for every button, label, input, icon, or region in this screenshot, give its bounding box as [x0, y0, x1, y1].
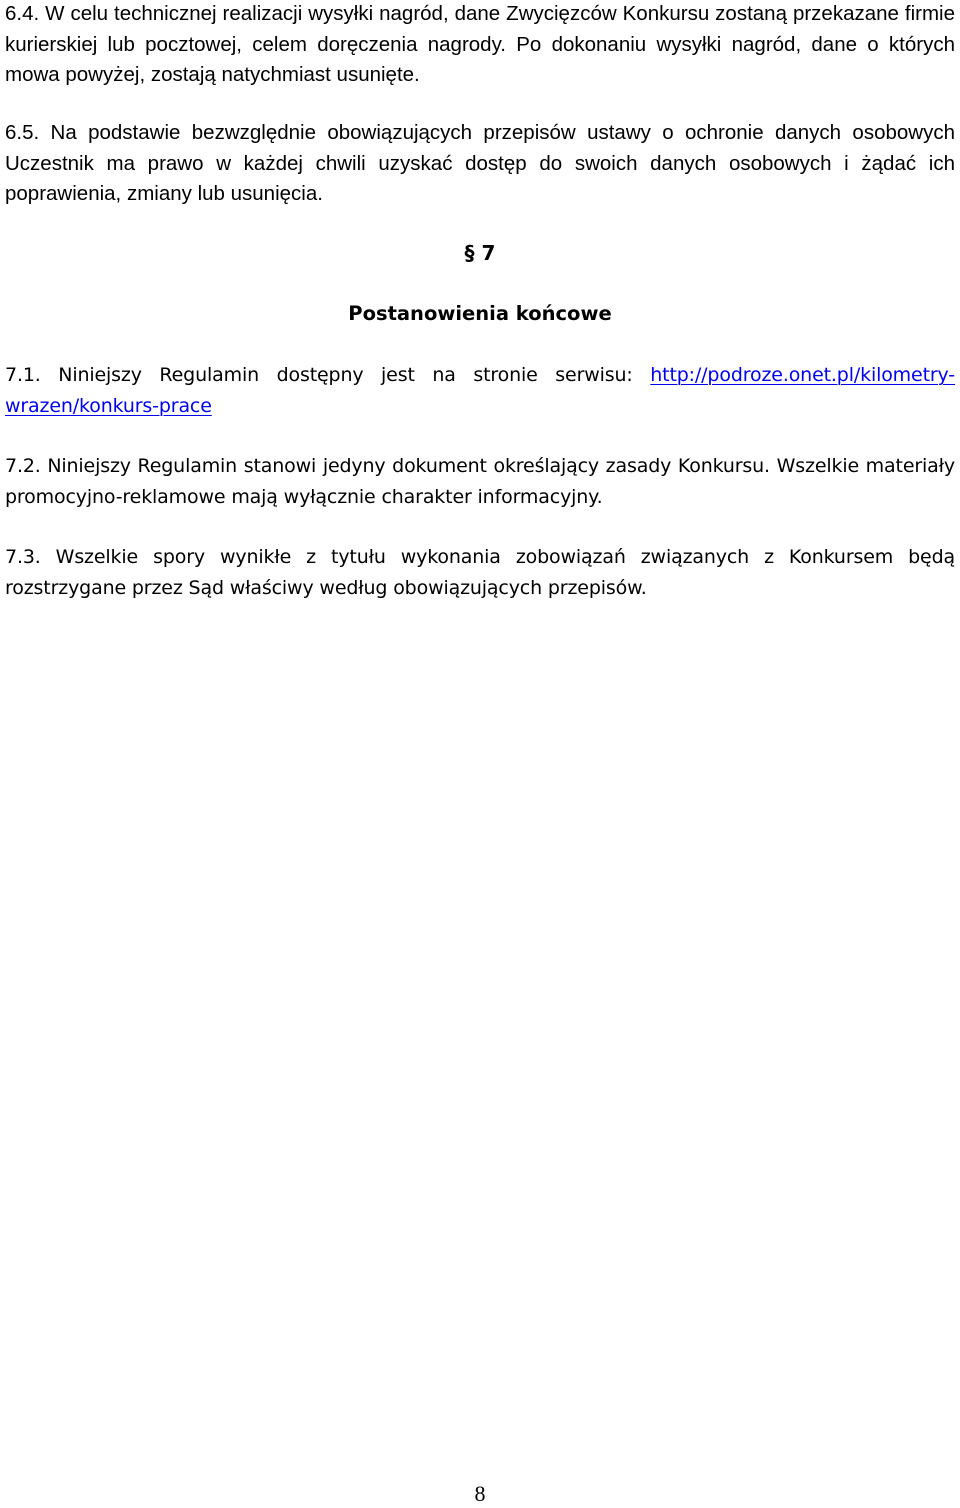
regulamin-link[interactable]: http://podroze.onet.pl/kilometry-wrazen/konkurs-prace [5, 364, 955, 417]
paragraph-7-2: 7.2. Niniejszy Regulamin stanowi jedyny dokument określający zasady Konkursu. Wszelkie materiały promocyjno-reklamowe mają wyłącznie charakter informacyjny. [5, 455, 955, 508]
page-number: 8 [474, 1481, 486, 1506]
paragraph-7-1 [5, 360, 955, 421]
section-title: Postanowienia końcowe [348, 302, 612, 325]
paragraph-7-3: 7.3. Wszelkie spory wynikłe z tytułu wykonania zobowiązań związanych z Konkursem będą rozstrzygane przez Sąd właściwy według obowiązujących przepisów. [5, 546, 955, 599]
paragraph-6-4: 6.4. W celu technicznej realizacji wysyłki nagród, dane Zwycięzców Konkursu zostaną przekazane firmie kurierskiej lub pocztowej, celem doręczenia nagrody. Po dokonaniu wysyłki nagród, dane o których mowa powyżej, zostają natychmiast usunięte. [5, 2, 955, 86]
paragraph-7-1-text: 7.1. Niniejszy Regulamin dostępny jest na stronie serwisu: [5, 364, 651, 386]
paragraph-6-5: 6.5. Na podstawie bezwzględnie obowiązujących przepisów ustawy o ochronie danych osobowych Uczestnik ma prawo w każdej chwili uzyskać dostęp do swoich danych osobowych i żądać ich poprawienia, zmiany lub usunięcia. [5, 121, 955, 205]
section-number: § 7 [464, 241, 496, 265]
